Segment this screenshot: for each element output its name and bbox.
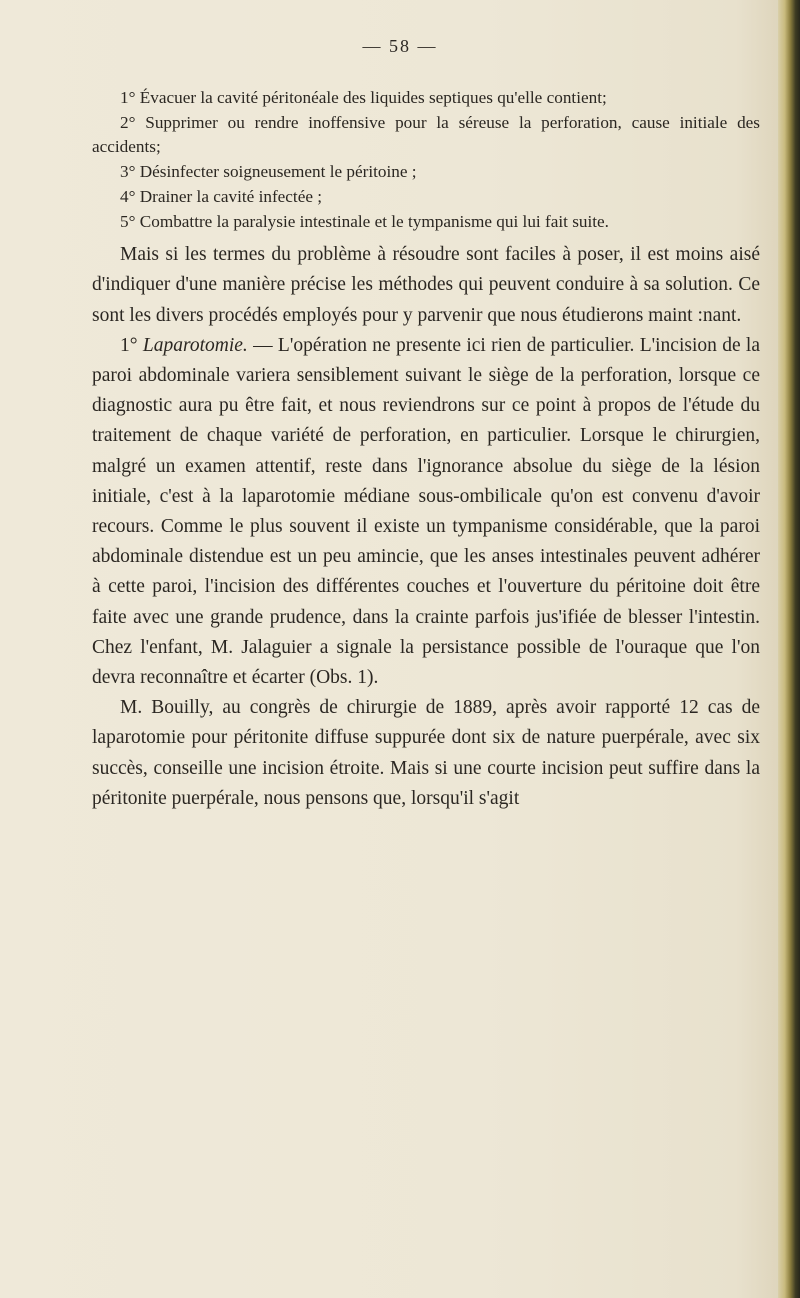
- section-title: Laparotomie.: [142, 334, 248, 356]
- section-number: 1°: [120, 334, 143, 356]
- paragraph-laparotomie: [92, 331, 760, 693]
- page-edge: [778, 0, 800, 1298]
- page-body: [92, 86, 760, 814]
- list-item-5: 5° Combattre la paralysie intestinale et le tympanisme qui lui fait suite.: [120, 211, 609, 231]
- paragraph-bouilly: M. Bouilly, au congrès de chirurgie de 1889, après avoir rapporté 12 cas de laparotomie pour péritonite diffuse suppurée dont six de nature puerpérale, avec six succès, conseille une incision étroite. Mais si une courte incision peut suffire dans la péritonite puerpérale, nous pensons que, lorsqu'il s'agit: [92, 697, 760, 809]
- list-item-3: 3° Désinfecter soigneusement le péritoine ;: [120, 162, 417, 182]
- list-item-1: 1° Évacuer la cavité péritonéale des liquides septiques qu'elle contient;: [120, 88, 607, 107]
- paragraph-problem: Mais si les termes du problème à résoudre sont faciles à poser, il est moins aisé d'indiquer d'une manière précise les méthodes qui peuvent conduire à sa solution. Ce sont les divers procédés employés pour y parvenir que nous étudierons maint :nant.: [92, 244, 760, 326]
- page-number-header: — 58 —: [362, 36, 438, 56]
- list-item-2: 2° Supprimer ou rendre inoffensive pour la séreuse la perforation, cause initiale des accidents;: [92, 112, 760, 157]
- list-item-4: 4° Drainer la cavité infectée ;: [120, 186, 323, 206]
- paragraph-laparotomie-text: — L'opération ne presente ici rien de particulier. L'incision de la paroi abdominale variera sensiblement suivant le siège de la perforation, lorsque ce diagnostic aura pu être fait, et nous reviendrons sur ce point à propos de l'étude du traitement de chaque variété de perforation, en particulier. Lorsque le chirurgien, malgré un examen attentif, reste dans l'ignorance absolue du siège de la lésion initiale, c'est à la laparotomie médiane sous-ombilicale qu'on est convenu d'avoir recours. Comme le plus souvent il existe un tympanisme considérable, que la paroi abdominale distendue est un peu amincie, que les anses intestinales peuvent adhérer à cette paroi, l'incision des différentes couches et l'ouverture du péritoine doit être faite avec une grande prudence, dans la crainte parfois jus'ifiée de blesser l'intestin. Chez l'enfant, M. Jalaguier a signale la persistance possible de l'ouraque que l'on devra reconnaître et écarter (Obs. 1).: [92, 334, 760, 689]
